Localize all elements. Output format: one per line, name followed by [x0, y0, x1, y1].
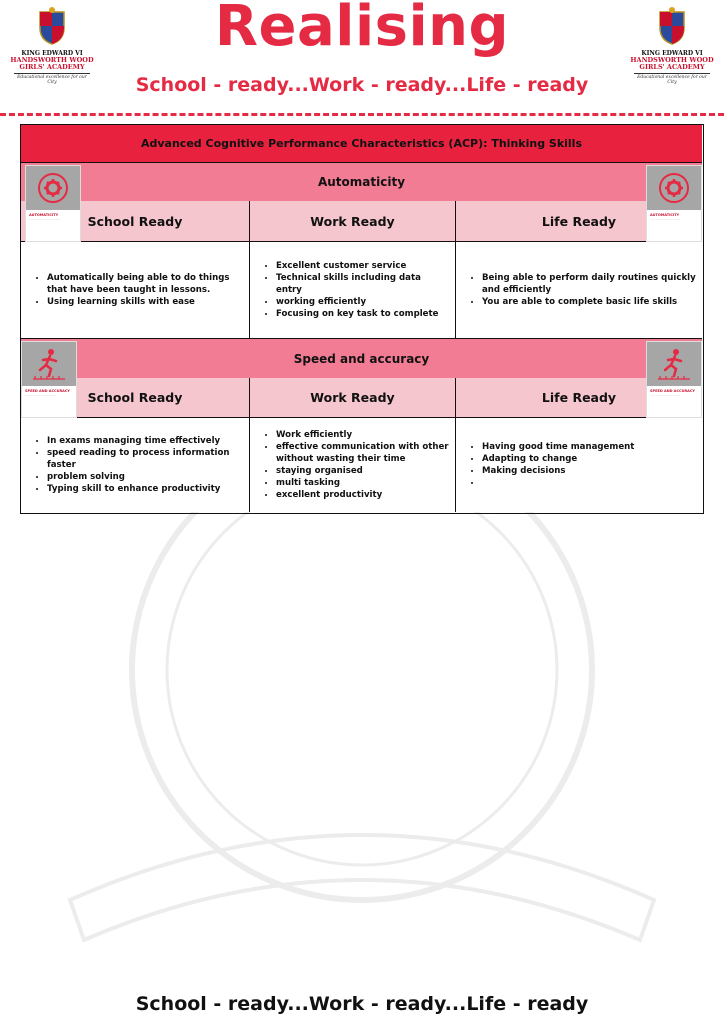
crest-motto: Educational excellence for our City — [14, 73, 90, 85]
column-heading-life-ready: Life Ready — [455, 201, 702, 242]
list-item — [482, 477, 634, 489]
thumbnail-text: ········ ······· ········ ······ — [650, 217, 681, 221]
crest-watermark — [0, 470, 724, 990]
list-item: • Automatically being able to do things that have been taught in lessons. — [47, 272, 243, 296]
cell-automaticity-school — [21, 242, 249, 339]
list-item: • multi tasking — [276, 477, 449, 489]
section-heading-automaticity: Automaticity — [21, 163, 702, 201]
bullet-list — [31, 272, 243, 308]
bullet-list — [260, 429, 449, 501]
list-item: • Making decisions — [482, 465, 634, 477]
list-item: • Having good time management — [482, 441, 634, 453]
list-item: • effective communication with other without wasting their time — [276, 441, 449, 465]
thumbnail-text: ········ ······· ········ ······ — [650, 393, 681, 397]
column-heading-school-ready: School Ready — [21, 378, 249, 418]
list-item: • working efficiently — [276, 296, 449, 308]
list-item: • Focusing on key task to complete — [276, 308, 449, 320]
automaticity-thumbnail-right — [646, 165, 702, 242]
thumbnail-caption: SPEED AND ACCURACY — [650, 389, 695, 393]
footer-tagline: School - ready...Work - ready...Life - ready — [135, 993, 589, 1015]
runner-icon — [654, 346, 694, 382]
automaticity-thumbnail-left — [25, 165, 81, 242]
list-item: • speed reading to process information faster — [47, 447, 243, 471]
cell-automaticity-work — [249, 242, 455, 339]
bullet-list — [466, 441, 634, 489]
thumbnail-caption: AUTOMATICITY — [650, 213, 680, 217]
list-item: • Technical skills including data entry — [276, 272, 449, 296]
cell-speed-work — [249, 418, 455, 512]
list-item: • problem solving — [47, 471, 243, 483]
thumbnail-text: ········ ······· ········ ······ — [25, 393, 56, 397]
bullet-list — [466, 272, 696, 308]
column-heading-life-ready: Life Ready — [455, 378, 702, 418]
page-subtitle: School - ready...Work - ready...Life - ready — [135, 74, 589, 96]
list-item: • staying organised — [276, 465, 449, 477]
list-item: • Excellent customer service — [276, 260, 449, 272]
thumbnail-caption: SPEED AND ACCURACY — [25, 389, 70, 393]
gear-cycle-icon — [657, 171, 691, 205]
page-title: Realising — [214, 0, 510, 59]
dashed-divider — [0, 113, 724, 116]
speed-thumbnail-right — [646, 341, 702, 418]
crest-line-1: KING EDWARD VI — [641, 50, 703, 57]
crest-motto: Educational excellence for our City — [634, 73, 710, 85]
list-item: • excellent productivity — [276, 489, 449, 501]
acp-table — [20, 124, 704, 514]
list-item: • Being able to perform daily routines quickly and efficiently — [482, 272, 696, 296]
cell-speed-life — [455, 418, 702, 512]
crest-line-3: GIRLS' ACADEMY — [639, 63, 705, 71]
section-heading-speed-accuracy: Speed and accuracy — [21, 339, 702, 378]
speed-thumbnail-left — [21, 341, 77, 418]
cell-automaticity-life — [455, 242, 702, 339]
column-heading-work-ready: Work Ready — [249, 201, 455, 242]
crest-line-2: HANDSWORTH WOOD — [10, 56, 94, 64]
list-item: • Typing skill to enhance productivity — [47, 483, 243, 495]
runner-icon — [29, 346, 69, 382]
list-item: • Using learning skills with ease — [47, 296, 243, 308]
thumbnail-caption: AUTOMATICITY — [29, 213, 59, 217]
column-heading-work-ready: Work Ready — [249, 378, 455, 418]
crest-line-1: KING EDWARD VI — [21, 50, 83, 57]
bullet-list — [31, 435, 243, 495]
bullet-list — [260, 260, 449, 320]
crest-line-2: HANDSWORTH WOOD — [630, 56, 714, 64]
thumbnail-text: ········ ······· ········ ······ — [29, 217, 60, 221]
list-item: • Work efficiently — [276, 429, 449, 441]
list-item: • You are able to complete basic life skills — [482, 296, 696, 308]
gear-cycle-icon — [36, 171, 70, 205]
list-item: • In exams managing time effectively — [47, 435, 243, 447]
column-heading-school-ready: School Ready — [21, 201, 249, 242]
list-item: • Adapting to change — [482, 453, 634, 465]
crest-line-3: GIRLS' ACADEMY — [19, 63, 85, 71]
table-title: Advanced Cognitive Performance Characteristics (ACP): Thinking Skills — [21, 125, 702, 163]
cell-speed-school — [21, 418, 249, 512]
